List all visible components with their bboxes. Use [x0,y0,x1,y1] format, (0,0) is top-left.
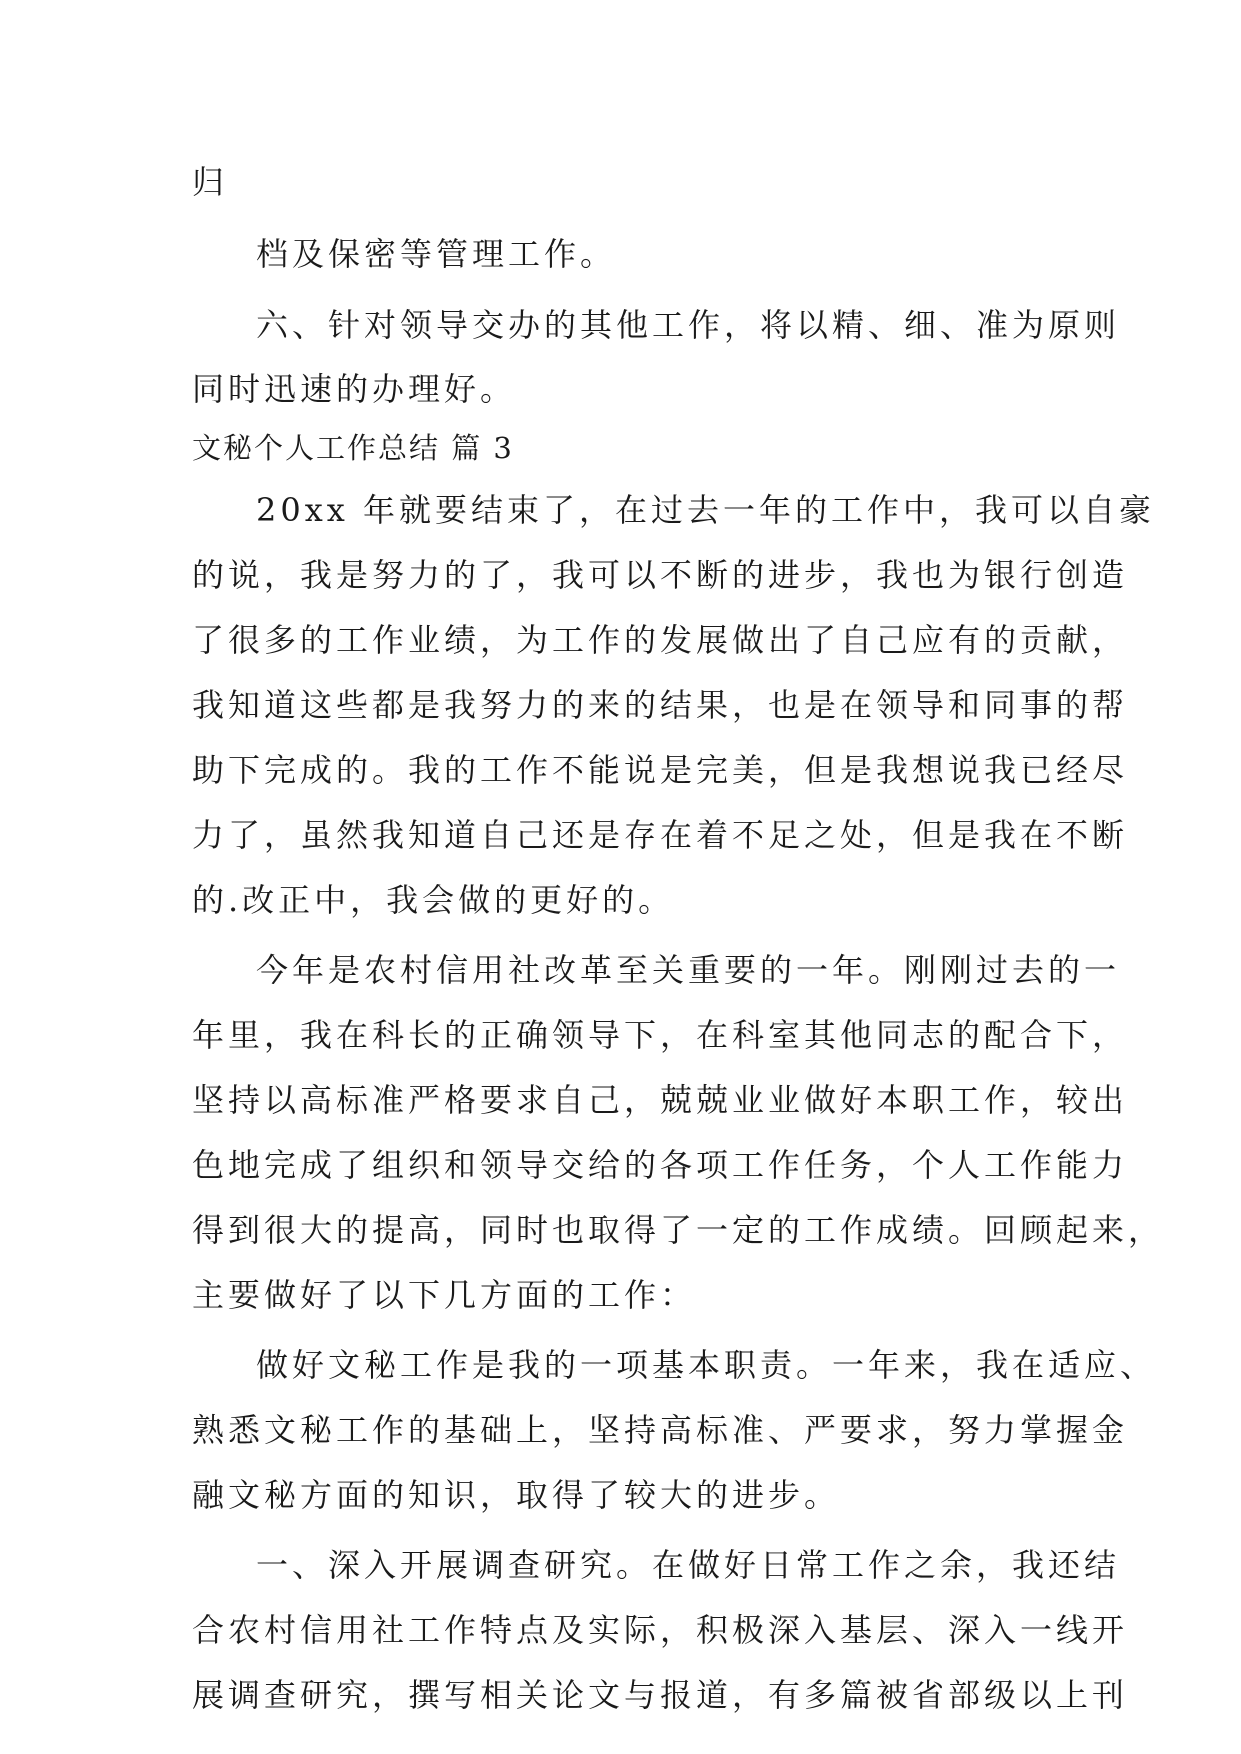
text-line-14: 坚持以高标准严格要求自己，兢兢业业做好本职工作，较出 [192,1081,1129,1119]
text-line-13: 年里，我在科长的正确领导下，在科室其他同志的配合下， [192,1016,1129,1054]
text-line-19: 熟悉文秘工作的基础上，坚持高标准、严要求，努力掌握金 [192,1411,1129,1449]
text-line-11: 的.改正中，我会做的更好的。 [192,881,675,919]
text-line-15: 色地完成了组织和领导交给的各项工作任务，个人工作能力 [192,1146,1129,1184]
text-line-8: 我知道这些都是我努力的来的结果，也是在领导和同事的帮 [192,686,1129,724]
text-line-23: 展调查研究，撰写相关论文与报道，有多篇被省部级以上刊 [192,1676,1129,1714]
section-heading: 文秘个人工作总结 篇 3 [192,431,514,465]
text-line-16: 得到很大的提高，同时也取得了一定的工作成绩。回顾起来， [192,1211,1165,1249]
text-line-1: 档及保密等管理工作。 [256,235,617,273]
text-line-2: 六、针对领导交办的其他工作，将以精、细、准为原则 [256,306,1121,344]
text-line-10: 力了，虽然我知道自己还是存在着不足之处，但是我在不断 [192,816,1129,854]
text-line-6: 的说，我是努力的了，我可以不断的进步，我也为银行创造 [192,556,1129,594]
text-line-22: 合农村信用社工作特点及实际，积极深入基层、深入一线开 [192,1611,1129,1649]
text-line-17: 主要做好了以下几方面的工作： [192,1276,697,1314]
text-line-20: 融文秘方面的知识，取得了较大的进步。 [192,1476,841,1514]
text-line-12: 今年是农村信用社改革至关重要的一年。刚刚过去的一 [256,951,1121,989]
text-line-3: 同时迅速的办理好。 [192,370,517,408]
text-line-0: 归 [192,163,229,201]
text-line-21: 一、深入开展调查研究。在做好日常工作之余，我还结 [256,1546,1121,1584]
text-line-5: 20xx 年就要结束了，在过去一年的工作中，我可以自豪 [256,491,1155,529]
text-line-7: 了很多的工作业绩，为工作的发展做出了自己应有的贡献， [192,621,1129,659]
text-line-18: 做好文秘工作是我的一项基本职责。一年来，我在适应、 [256,1346,1157,1384]
text-line-9: 助下完成的。我的工作不能说是完美，但是我想说我已经尽 [192,751,1129,789]
